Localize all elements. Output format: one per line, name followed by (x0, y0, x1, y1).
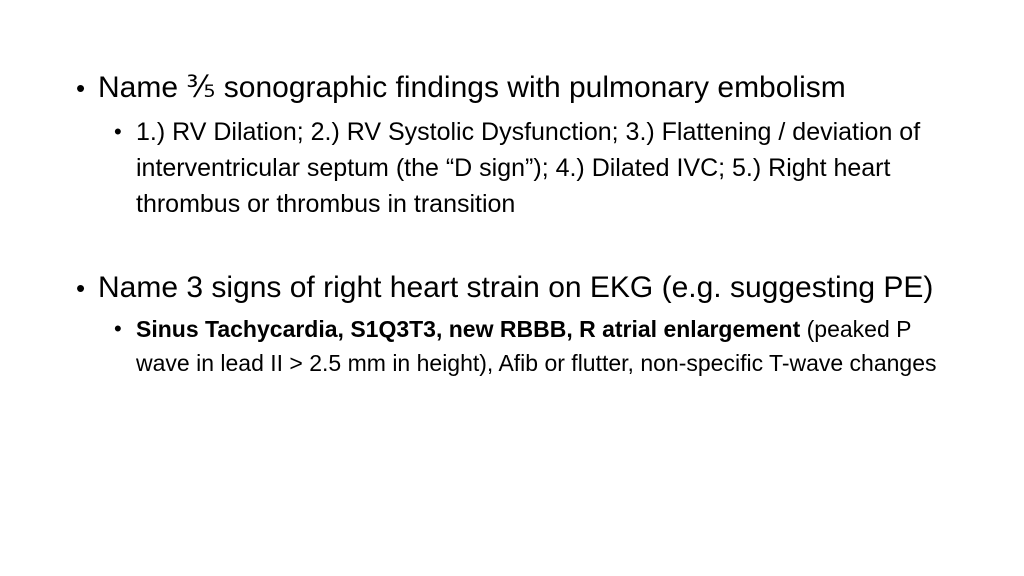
bullet-sonographic-question (74, 68, 954, 108)
spacer (74, 222, 954, 268)
sub-bullet-bold-text: Sinus Tachycardia, S1Q3T3, new RBBB, R atrial enlargement (136, 316, 801, 342)
bullet-icon: • (76, 273, 86, 303)
bullet-ekg-question (74, 268, 954, 308)
sub-bullet-text: 1.) RV Dilation; 2.) RV Systolic Dysfunction; 3.) Flattening / deviation of interventricular septum (the “D sign”); 4.) Dilated IVC; 5.) Right heart thrombus or thrombus in transition (136, 118, 921, 218)
sub-bullet-text: (peaked P wave in lead II > 2.5 mm in height), Afib or flutter, non-specific T-wave changes (136, 316, 937, 376)
bullet-icon: • (76, 73, 86, 103)
sub-bullet-ekg-answer (112, 312, 954, 380)
slide-content (74, 68, 954, 380)
sub-bullet-sonographic-answer (112, 114, 954, 222)
bullet-text: Name ⅗ sonographic findings with pulmonary embolism (98, 71, 846, 104)
bullet-icon: • (114, 119, 122, 144)
bullet-text: Name 3 signs of right heart strain on EKG (e.g. suggesting PE) (98, 271, 934, 304)
bullet-icon: • (114, 316, 122, 341)
